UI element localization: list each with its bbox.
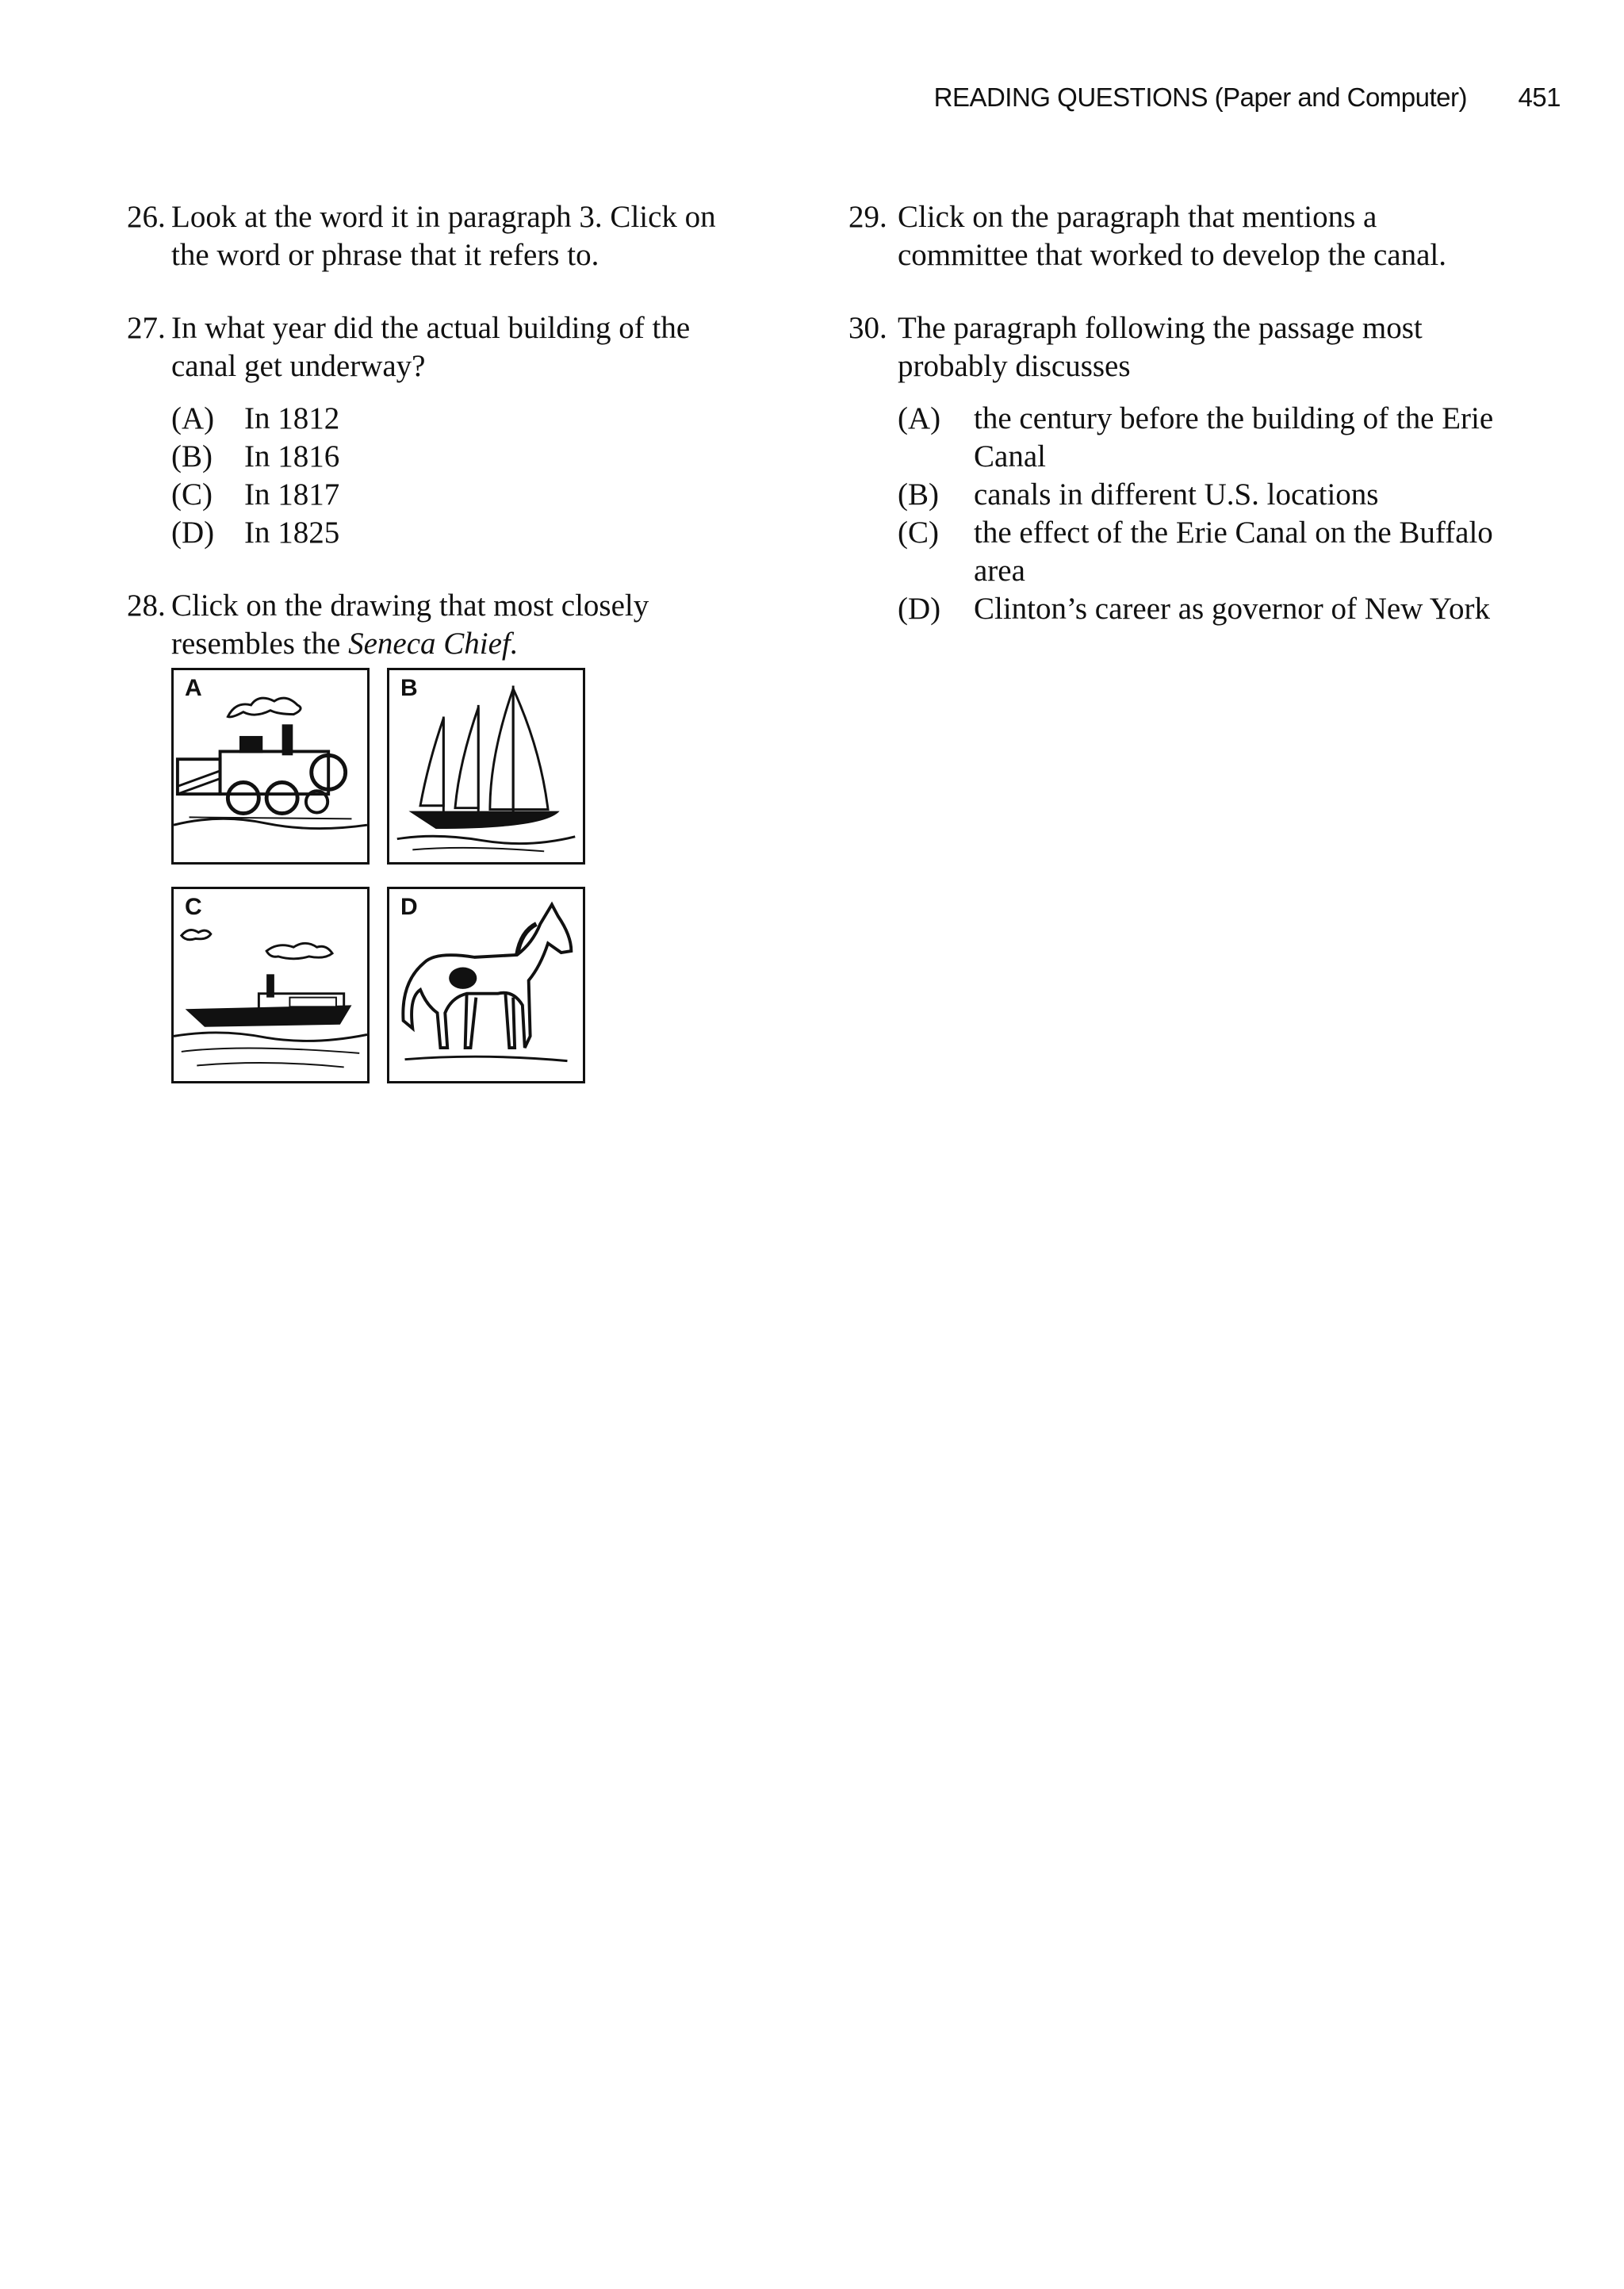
question-text-italic: Seneca Chief.: [348, 627, 519, 661]
option-d[interactable]: [898, 590, 1507, 628]
option-text: In 1817: [244, 477, 340, 512]
locomotive-icon: [174, 670, 367, 862]
option-text: Clinton’s career as governor of New York: [974, 592, 1490, 626]
option-letter: (D): [171, 516, 215, 550]
question-number: 28.: [127, 589, 166, 623]
option-text: In 1825: [244, 516, 340, 550]
question-27: [127, 309, 761, 552]
question-text: In what year did the actual building of the canal get underway?: [171, 311, 691, 383]
drawing-label: B: [400, 675, 418, 701]
question-text: [171, 587, 761, 663]
option-letter: (C): [898, 516, 939, 550]
question-text: Click on the paragraph that mentions a committee that worked to develop the canal.: [898, 200, 1447, 272]
question-text: Look at the word it in paragraph 3. Click on the word or phrase that it refers to.: [171, 200, 716, 272]
question-text-main: Click on the drawing that most closely resembles the: [171, 589, 649, 661]
page-header: [833, 82, 1562, 130]
header-title: READING QUESTIONS (Paper and Computer): [933, 82, 1467, 112]
option-b[interactable]: [171, 438, 761, 476]
option-a[interactable]: [898, 400, 1507, 476]
page-number: 451: [1518, 82, 1561, 112]
option-c[interactable]: [171, 476, 761, 514]
question-number: 26.: [127, 200, 166, 234]
option-a[interactable]: [171, 400, 761, 438]
drawing-d[interactable]: [387, 887, 585, 1083]
drawing-label: D: [400, 894, 418, 920]
question-30: [848, 309, 1507, 628]
option-text: In 1812: [244, 401, 340, 435]
sailboat-icon: [389, 670, 583, 862]
drawing-b[interactable]: [387, 668, 585, 865]
question-number: 29.: [848, 200, 887, 234]
right-column: [848, 198, 1507, 663]
option-text: In 1816: [244, 439, 340, 474]
option-text: the century before the building of the Erie Canal: [974, 401, 1494, 474]
option-letter: (D): [898, 592, 941, 626]
option-letter: (A): [898, 401, 941, 435]
option-letter: (A): [171, 401, 215, 435]
drawing-label: A: [185, 675, 202, 701]
drawing-grid: [171, 668, 599, 1096]
option-c[interactable]: [898, 514, 1507, 590]
drawing-a[interactable]: [171, 668, 370, 865]
question-28: [127, 587, 761, 663]
drawing-label: C: [185, 894, 202, 920]
option-letter: (B): [898, 477, 939, 512]
steamboat-icon: [174, 889, 367, 1081]
option-letter: (C): [171, 477, 213, 512]
drawing-c[interactable]: [171, 887, 370, 1083]
horse-icon: [389, 889, 583, 1081]
option-text: canals in different U.S. locations: [974, 477, 1379, 512]
question-26: [127, 198, 761, 274]
question-number: 27.: [127, 311, 166, 345]
question-29: [848, 198, 1507, 274]
option-d[interactable]: [171, 514, 761, 552]
option-b[interactable]: [898, 476, 1507, 514]
answer-options: [898, 400, 1507, 628]
option-letter: (B): [171, 439, 213, 474]
answer-options: [171, 400, 761, 552]
option-text: the effect of the Erie Canal on the Buffalo area: [974, 516, 1493, 588]
question-number: 30.: [848, 311, 887, 345]
question-text: The paragraph following the passage most probably discusses: [898, 311, 1423, 383]
left-column: [127, 198, 761, 1096]
